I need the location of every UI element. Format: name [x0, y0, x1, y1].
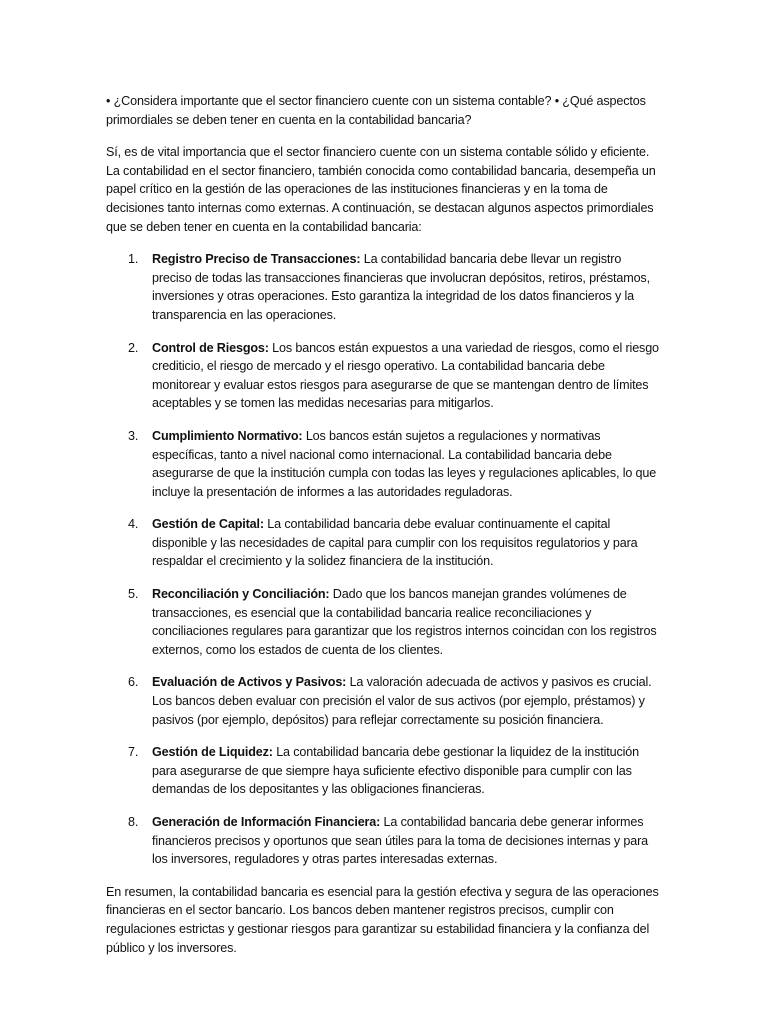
item-number: 4.	[128, 517, 139, 532]
list-item	[106, 339, 662, 413]
conclusion-paragraph: En resumen, la contabilidad bancaria es esencial para la gestión efectiva y segura de las operaciones financieras en el sector bancario. Los bancos deben mantener registros precisos, cumplir con regulaciones estrictas y gestionar riesgos para garantizar su estabilidad financiera y la confianza del público y los inversores.	[106, 884, 659, 955]
list-item	[106, 813, 662, 869]
item-text: Los bancos están sujetos a regulaciones y normativas específicas, tanto a nivel nacional como internacional. La contabilidad bancaria debe asegurarse de que la institución cumpla con todas las leyes y regulaciones aplicables, lo que incluye la presentación de informes a las autoridades reguladoras.	[152, 428, 657, 499]
item-text: La contabilidad bancaria debe gestionar la liquidez de la institución para asegurarse de que siempre haya suficiente efectivo disponible para cumplir con las demandas de los depositantes y las obligaciones financieras.	[152, 745, 640, 797]
item-term: Evaluación de Activos y Pasivos:	[152, 675, 347, 690]
item-text: Dado que los bancos manejan grandes volúmenes de transacciones, es esencial que la contabilidad bancaria realice reconciliaciones y conciliaciones regulares para garantizar que los registros internos coincidan con los registros externos, como los estados de cuenta de los clientes.	[152, 587, 657, 657]
list-item	[106, 427, 662, 501]
item-number: 7.	[128, 745, 139, 760]
item-text: La contabilidad bancaria debe generar informes financieros precisos y oportunos que sean útiles para la toma de decisiones internas y para los inversores, reguladores y otras partes interesadas externas.	[152, 815, 648, 867]
aspects-list	[106, 250, 662, 869]
item-text: La valoración adecuada de activos y pasivos es crucial. Los bancos deben evaluar con precisión el valor de sus activos (por ejemplo, préstamos) y pasivos (por ejemplo, depósitos) para reflejar correctamente su posición financiera.	[152, 675, 652, 727]
item-number: 5.	[128, 587, 139, 602]
list-item	[106, 743, 662, 799]
item-term: Registro Preciso de Transacciones:	[152, 252, 361, 267]
item-term: Control de Riesgos:	[152, 340, 269, 355]
item-term: Gestión de Liquidez:	[152, 745, 273, 760]
item-term: Gestión de Capital:	[152, 517, 264, 532]
item-text: La contabilidad bancaria debe evaluar continuamente el capital disponible y las necesidades de capital para cumplir con los requisitos regulatorios y para respaldar el crecimiento y la solidez financiera de la institución.	[152, 517, 638, 569]
item-number: 6.	[128, 675, 139, 690]
item-number: 2.	[128, 340, 139, 355]
list-item	[106, 585, 662, 659]
intro-paragraph: Sí, es de vital importancia que el sector financiero cuente con un sistema contable sólido y eficiente. La contabilidad en el sector financiero, también conocida como contabilidad bancaria, desempeña un papel crítico en la gestión de las operaciones de las instituciones financieras y en la toma de decisiones tanto internas como externas. A continuación, se destacan algunos aspectos primordiales que se deben tener en cuenta en la contabilidad bancaria:	[106, 145, 656, 234]
question-paragraph: • ¿Considera importante que el sector financiero cuente con un sistema contable? • ¿Qué aspectos primordiales se deben tener en cuenta en la contabilidad bancaria?	[106, 94, 646, 127]
document-body	[106, 92, 662, 971]
item-text: Los bancos están expuestos a una variedad de riesgos, como el riesgo crediticio, el riesgo de mercado y el riesgo operativo. La contabilidad bancaria debe monitorear y evaluar estos riesgos para asegurarse de que se mantengan dentro de límites aceptables y se tomen las medidas necesarias para mitigarlos.	[152, 340, 659, 411]
item-number: 1.	[128, 252, 139, 267]
list-item	[106, 515, 662, 571]
item-number: 8.	[128, 815, 139, 829]
item-term: Generación de Información Financiera:	[152, 815, 381, 829]
item-number: 3.	[128, 428, 139, 443]
list-item	[106, 250, 662, 324]
item-term: Cumplimiento Normativo:	[152, 428, 303, 443]
list-item	[106, 673, 662, 729]
item-text: La contabilidad bancaria debe llevar un registro preciso de todas las transacciones financieras que involucran depósitos, retiros, préstamos, inversiones y otras operaciones. Esto garantiza la integridad de los datos financieros y la transparencia en las operaciones.	[152, 252, 650, 322]
item-term: Reconciliación y Conciliación:	[152, 587, 330, 602]
